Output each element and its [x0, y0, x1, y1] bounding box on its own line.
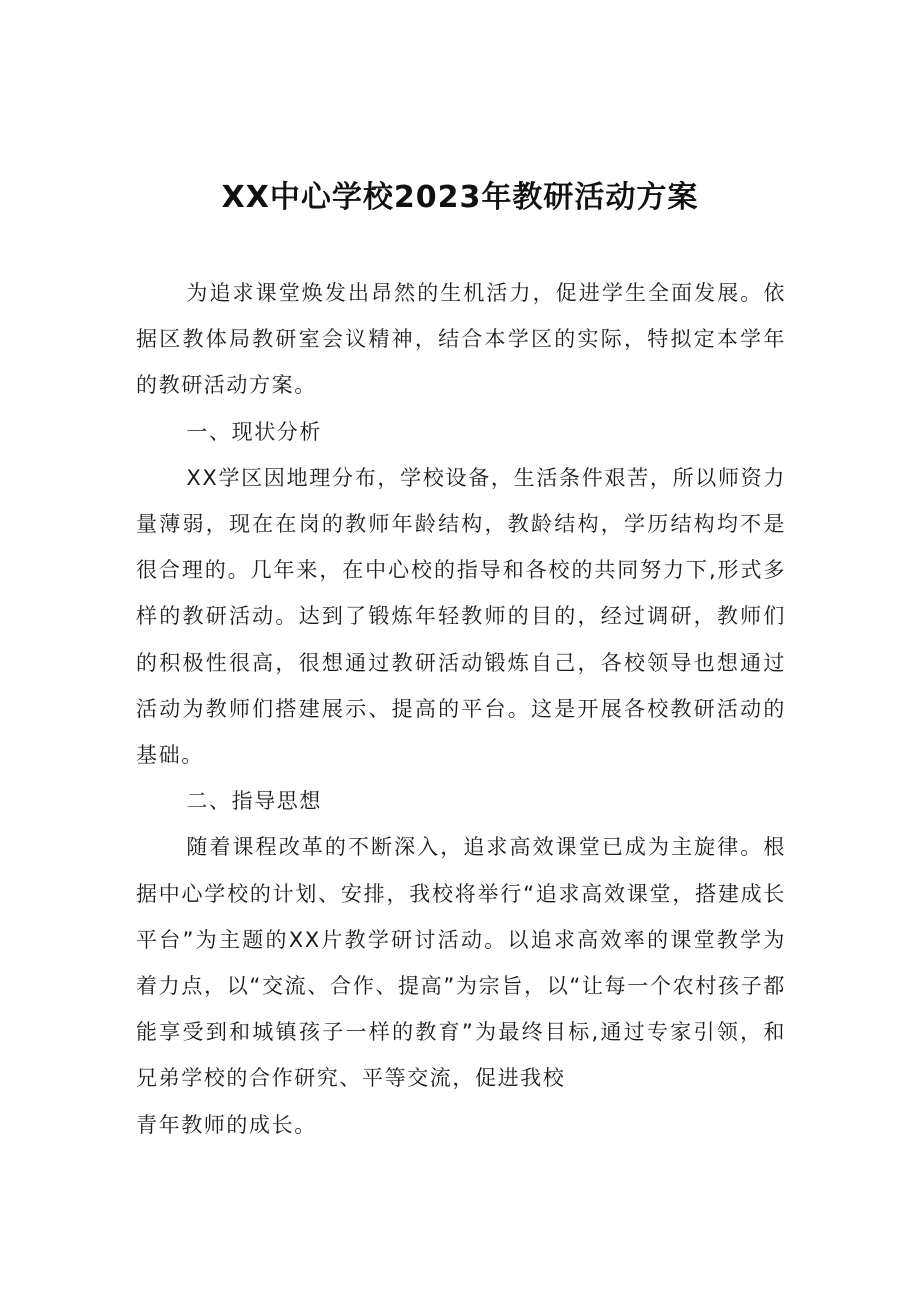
- intro-paragraph: 为追求课堂焕发出昂然的生机活力，促进学生全面发展。依据区教体局教研室会议精神，结合本学区的实际，特拟定本学年的教研活动方案。: [136, 281, 786, 398]
- guidance-paragraph: 随着课程改革的不断深入，追求高效课堂已成为主旋律。根据中心学校的计划、安排，我校将举行“追求高效课堂，搭建成长平台”为主题的XX片教学研讨活动。以追求高效率的课堂教学为着力点，以“交流、合作、提高”为宗旨，以“让每一个农村孩子都能享受到和城镇孩子一样的教育”为最终目标,通过专家引领，和兄弟学校的合作研究、平等交流，促进我校: [136, 835, 786, 1091]
- status-paragraph: XX学区因地理分布，学校设备，生活条件艰苦，所以师资力量薄弱，现在在岗的教师年龄结构，教龄结构，学历结构均不是很合理的。几年来，在中心校的指导和各校的共同努力下,形式多样的教研活动。达到了锻炼年轻教师的目的，经过调研，教师们的积极性很高，很想通过教研活动锻炼自己，各校领导也想通过活动为教师们搭建展示、提高的平台。这是开展各校教研活动的基础。: [136, 465, 786, 768]
- section-heading-guidance: 二、指导思想: [186, 789, 322, 814]
- document-body: [136, 270, 786, 1148]
- document-title: XX中心学校2023年教研活动方案: [221, 180, 699, 215]
- section-heading-status: 一、现状分析: [186, 419, 322, 444]
- guidance-paragraph-tail: 青年教师的成长。: [136, 1112, 317, 1137]
